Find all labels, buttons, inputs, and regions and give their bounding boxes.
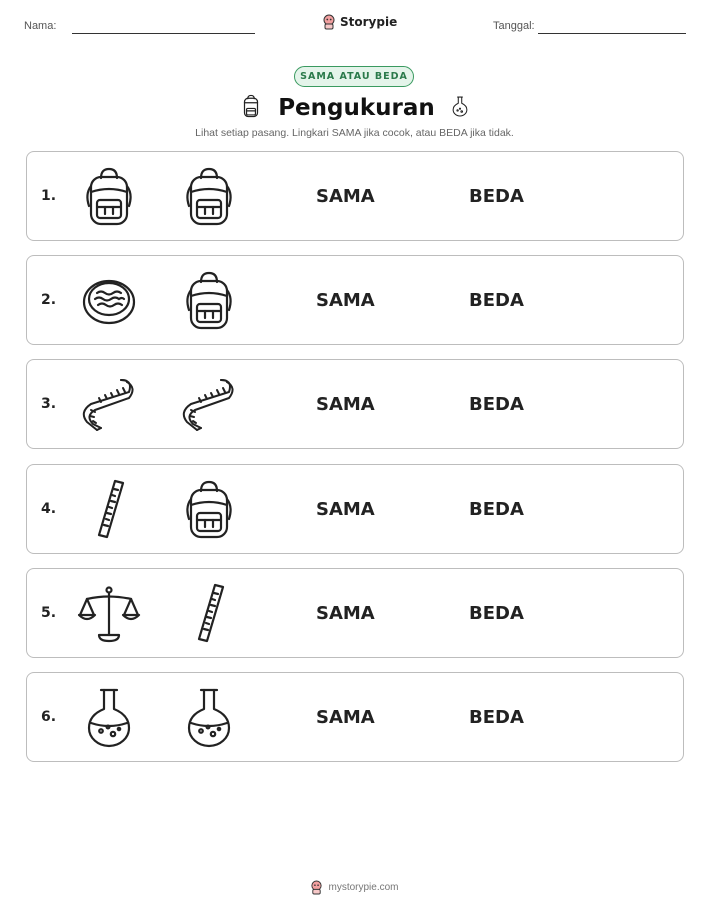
question-row (26, 151, 684, 241)
date-line[interactable] (538, 33, 686, 34)
question-row (26, 255, 684, 345)
footer (0, 880, 709, 895)
different-option[interactable]: BEDA (469, 393, 524, 415)
different-option[interactable]: BEDA (469, 602, 524, 624)
same-option[interactable]: SAMA (316, 393, 375, 415)
same-option[interactable]: SAMA (316, 498, 375, 520)
backpack-icon (177, 268, 241, 332)
question-row (26, 568, 684, 658)
flask-icon (177, 685, 241, 749)
question-number: 3. (41, 396, 57, 412)
backpack-icon (77, 164, 141, 228)
same-option[interactable]: SAMA (316, 289, 375, 311)
brand-name: Storypie (340, 15, 398, 29)
different-option[interactable]: BEDA (469, 498, 524, 520)
ruler-icon (177, 581, 241, 645)
question-number: 2. (41, 292, 57, 308)
ruler-icon (77, 477, 141, 541)
different-option[interactable]: BEDA (469, 185, 524, 207)
same-option[interactable]: SAMA (316, 706, 375, 728)
page-title: Pengukuran (278, 95, 435, 121)
question-number: 6. (41, 709, 57, 725)
same-option[interactable]: SAMA (316, 602, 375, 624)
brand-logo (322, 14, 397, 30)
flask-icon (77, 685, 141, 749)
balance-scale-icon (77, 581, 141, 645)
backpack-icon (177, 477, 241, 541)
same-option[interactable]: SAMA (316, 185, 375, 207)
coin-icon (77, 268, 141, 332)
backpack-icon (238, 91, 264, 125)
question-row (26, 672, 684, 762)
title-row (0, 90, 709, 126)
different-option[interactable]: BEDA (469, 289, 524, 311)
storypie-mascot-icon (310, 880, 323, 895)
different-option[interactable]: BEDA (469, 706, 524, 728)
date-label: Tanggal: (493, 20, 535, 32)
footer-url[interactable]: mystorypie.com (328, 882, 399, 893)
backpack-icon (177, 164, 241, 228)
name-line[interactable] (72, 33, 255, 34)
measuring-tape-icon (177, 372, 241, 436)
storypie-mascot-icon (322, 14, 336, 30)
instructions: Lihat setiap pasang. Lingkari SAMA jika cocok, atau BEDA jika tidak. (195, 127, 514, 139)
question-row (26, 359, 684, 449)
name-label: Nama: (24, 20, 57, 32)
question-number: 4. (41, 501, 57, 517)
worksheet-type-badge: SAMA ATAU BEDA (294, 66, 414, 87)
measuring-tape-icon (77, 372, 141, 436)
question-number: 1. (41, 188, 57, 204)
question-number: 5. (41, 605, 57, 621)
question-row (26, 464, 684, 554)
flask-icon (449, 91, 471, 125)
